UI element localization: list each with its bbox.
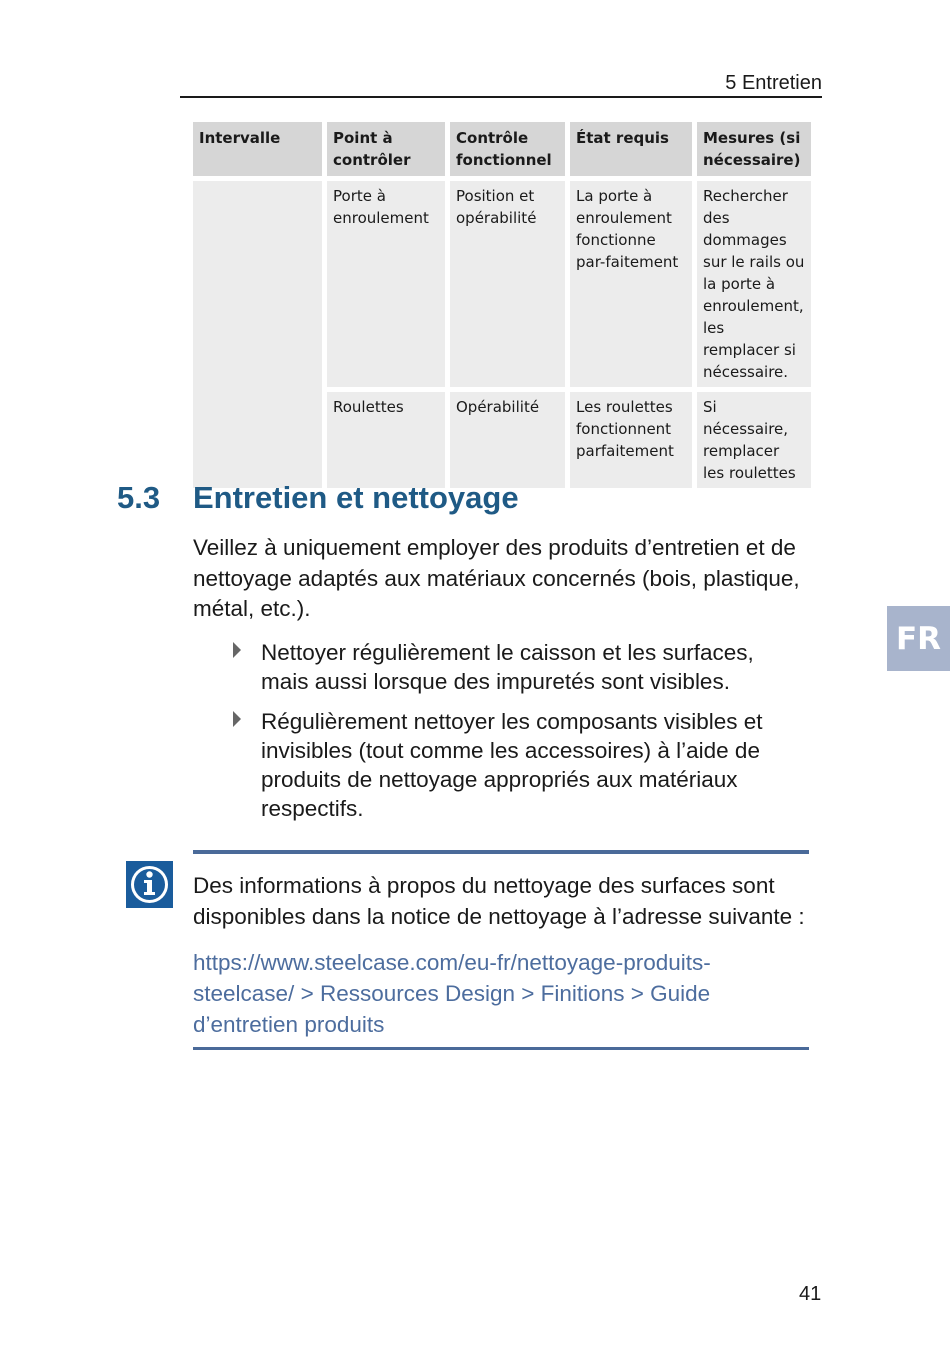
table-cell-control: Opérabilité <box>450 392 565 488</box>
language-tab[interactable]: FR <box>887 606 950 671</box>
triangle-bullet-icon <box>233 711 241 727</box>
triangle-bullet-icon <box>233 642 241 658</box>
list-item <box>233 638 793 696</box>
list-item <box>233 707 793 823</box>
column-header-required-state: État requis <box>570 122 692 176</box>
table-cell-point: Roulettes <box>327 392 445 488</box>
table-cell-interval <box>193 181 322 488</box>
column-header-measures: Mesures (si nécessaire) <box>697 122 811 176</box>
table-cell-state: La porte à enroulement fonctionne par-faitement <box>570 181 692 387</box>
info-text: Des informations à propos du nettoyage des surfaces sont disponibles dans la notice de nettoyage à l’adresse suivante : <box>193 873 805 929</box>
info-box-top-rule <box>193 850 809 854</box>
info-box-bottom-rule <box>193 1047 809 1050</box>
table-cell-point: Porte à enroulement <box>327 181 445 387</box>
list-item-text: Régulièrement nettoyer les composants visibles et invisibles (tout comme les accessoires) à l’aide de produits de nettoyage appropriés aux matériaux respectifs. <box>261 709 763 821</box>
table-row <box>193 181 811 387</box>
instruction-list <box>233 638 793 834</box>
section-title: Entretien et nettoyage <box>193 480 519 515</box>
list-item-text: Nettoyer régulièrement le caisson et les surfaces, mais aussi lorsque des impuretés sont visibles. <box>261 640 754 694</box>
table-cell-measure: Si nécessaire, remplacer les roulettes <box>697 392 811 488</box>
table-cell-control: Position et opérabilité <box>450 181 565 387</box>
intro-paragraph: Veillez à uniquement employer des produits d’entretien et de nettoyage adaptés aux matériaux concernés (bois, plastique, métal, etc.). <box>193 535 800 621</box>
column-header-checkpoint: Point à contrôler <box>327 122 445 176</box>
link-path-text: > Ressources Design > Finitions > Guide d’entretien produits <box>193 981 711 1037</box>
info-link-paragraph <box>193 947 793 1040</box>
table-cell-measure: Rechercher des dommages sur le rails ou la porte à enroulement, les remplacer si nécessaire. <box>697 181 811 387</box>
page-number: 41 <box>799 1283 822 1305</box>
cleaning-guide-link[interactable]: https://www.steelcase.com/eu-fr/nettoyage-produits-steelcase/ <box>193 950 711 1006</box>
maintenance-table <box>188 117 816 493</box>
table-cell-state: Les roulettes fonctionnent parfaitement <box>570 392 692 488</box>
running-header: 5 Entretien <box>725 72 822 94</box>
section-number: 5.3 <box>117 480 161 515</box>
info-icon <box>126 861 173 908</box>
table-header-row <box>193 122 811 176</box>
header-divider <box>180 96 822 98</box>
column-header-function-check: Contrôle fonctionnel <box>450 122 565 176</box>
column-header-interval: Intervalle <box>193 122 322 176</box>
